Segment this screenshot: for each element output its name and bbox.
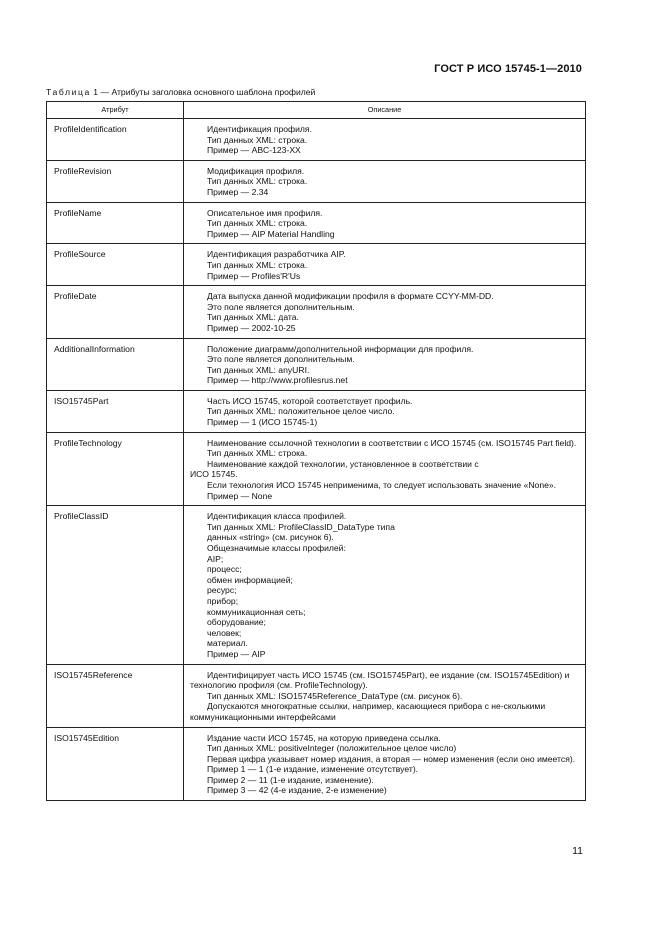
caption-text: — Атрибуты заголовка основного шаблона профилей [100, 87, 316, 97]
attribute-cell: ISO15745Part [47, 390, 184, 432]
description-line: процесс; [207, 564, 242, 575]
description-line: Пример 1 — 1 (1-е издание, изменение отсутствует). [207, 764, 419, 775]
description-line: Пример — Profiles'R'Us [207, 270, 301, 281]
column-header-attribute: Атрибут [47, 102, 184, 119]
description-line: Пример — ABC-123-XX [207, 145, 301, 156]
description-line: Пример — 1 (ИСО 15745-1) [207, 417, 318, 428]
description-line: Тип данных XML: строка. [207, 259, 308, 270]
description-line: материал. [207, 638, 248, 649]
attribute-cell: ProfileClassID [47, 506, 184, 664]
description-line: Тип данных XML: строка. [207, 448, 308, 459]
description-line: оборудование; [207, 617, 266, 628]
description-cell [184, 286, 586, 338]
description-line: человек; [207, 627, 242, 638]
description-line: AIP; [207, 553, 224, 564]
caption-label: Таблица [46, 87, 91, 97]
description-line: Часть ИСО 15745, которой соответствует профиль. [207, 395, 413, 406]
table-row [47, 286, 586, 338]
table-row [47, 244, 586, 286]
table-row [47, 664, 586, 727]
attribute-cell: ISO15745Edition [47, 727, 184, 801]
description-cell [184, 727, 586, 801]
description-line: Допускаются многократные ссылки, например, касающиеся прибора с не-сколькими коммуникационными интерфейсами [190, 701, 548, 722]
attribute-cell: ISO15745Reference [47, 664, 184, 727]
description-line: Пример 3 — 42 (4-е издание, 2-е изменение) [207, 785, 387, 796]
table-row [47, 338, 586, 390]
description-line: Тип данных XML: anyURI. [207, 364, 310, 375]
description-line: Идентификация класса профилей. [207, 511, 347, 522]
description-line: Наименование ссылочной технологии в соответствии с ИСО 15745 (см. ISO15745 Part field). [207, 437, 577, 448]
description-cell [184, 119, 586, 161]
description-line: Модификация профиля. [207, 165, 305, 176]
table-body [47, 119, 586, 801]
description-line: Пример — AIP Material Handling [207, 228, 335, 239]
table-row [47, 390, 586, 432]
page-number: 11 [572, 845, 583, 857]
table-header-row [47, 102, 586, 119]
description-line: Тип данных XML: ISO15745Reference_DataType (см. рисунок 6). [207, 690, 463, 701]
table-row [47, 202, 586, 244]
description-line: Если технология ИСО 15745 неприменима, то следует использовать значение «None». [207, 480, 557, 491]
description-line: Пример — None [207, 490, 273, 501]
description-line: Общезначимые классы профилей: [207, 543, 346, 553]
description-cell [184, 338, 586, 390]
column-header-description: Описание [184, 102, 586, 119]
attribute-cell: ProfileRevision [47, 160, 184, 202]
description-line: Пример — http://www.profilesrus.net [207, 375, 348, 386]
description-line: Издание части ИСО 15745, на которую приведена ссылка. [207, 732, 441, 743]
description-line: Пример — 2002-10-25 [207, 322, 296, 333]
table-row [47, 432, 586, 506]
description-line: Тип данных XML: строка. [207, 134, 308, 145]
attribute-cell: ProfileTechnology [47, 432, 184, 506]
description-cell [184, 244, 586, 286]
description-cell [184, 202, 586, 244]
description-line: Тип данных XML: положительное целое число. [207, 406, 395, 417]
description-line: коммуникационная сеть; [207, 606, 306, 617]
description-line: прибор; [207, 595, 239, 606]
attribute-cell: ProfileIdentification [47, 119, 184, 161]
table-row [47, 119, 586, 161]
caption-number: 1 [93, 87, 99, 97]
description-line: Тип данных XML: ProfileClassID_DataType типа данных «string» (см. рисунок 6). [207, 521, 398, 543]
description-line: Идентифицирует часть ИСО 15745 (см. ISO15745Part), ее издание (см. ISO15745Edition) и технологию профиля (см. ProfileTechnology). [190, 669, 572, 691]
description-line: Пример — AIP [207, 648, 266, 659]
description-cell [184, 432, 586, 506]
description-cell [184, 664, 586, 727]
attribute-cell: ProfileDate [47, 286, 184, 338]
description-line: Это поле является дополнительным. [207, 354, 355, 365]
description-line: Первая цифра указывает номер издания, а вторая — номер изменения (если оно имеется). [207, 753, 576, 764]
table-caption [46, 87, 315, 97]
attribute-cell: ProfileName [47, 202, 184, 244]
table-row [47, 160, 586, 202]
description-line: Тип данных XML: строка. [207, 176, 308, 187]
table-row [47, 506, 586, 664]
attributes-table [46, 101, 586, 801]
table-row [47, 727, 586, 801]
description-cell [184, 390, 586, 432]
description-line: Тип данных XML: строка. [207, 218, 308, 229]
description-line: Идентификация разработчика AIP. [207, 249, 346, 260]
description-line: обмен информацией; [207, 574, 293, 585]
description-line: Тип данных XML: positiveInteger (положительное целое число) [207, 743, 457, 754]
attribute-cell: AdditionalInformation [47, 338, 184, 390]
description-line: Положение диаграмм/дополнительной информации для профиля. [207, 343, 474, 354]
description-line: Это поле является дополнительным. [207, 301, 355, 312]
standard-designation: ГОСТ Р ИСО 15745-1—2010 [434, 63, 582, 75]
description-line: Описательное имя профиля. [207, 207, 323, 218]
description-cell [184, 506, 586, 664]
description-line: Пример 2 — 11 (1-е издание, изменение). [207, 774, 374, 785]
description-line: Тип данных XML: дата. [207, 312, 299, 323]
description-line: ресурс; [207, 585, 237, 596]
attribute-cell: ProfileSource [47, 244, 184, 286]
description-line: Наименование каждой технологии, установленное в соответствии с ИСО 15745. [190, 458, 482, 480]
description-line: Пример — 2.34 [207, 186, 269, 197]
description-cell [184, 160, 586, 202]
description-line: Идентификация профиля. [207, 124, 312, 134]
description-line: Дата выпуска данной модификации профиля в формате CCYY-MM-DD. [207, 291, 494, 302]
